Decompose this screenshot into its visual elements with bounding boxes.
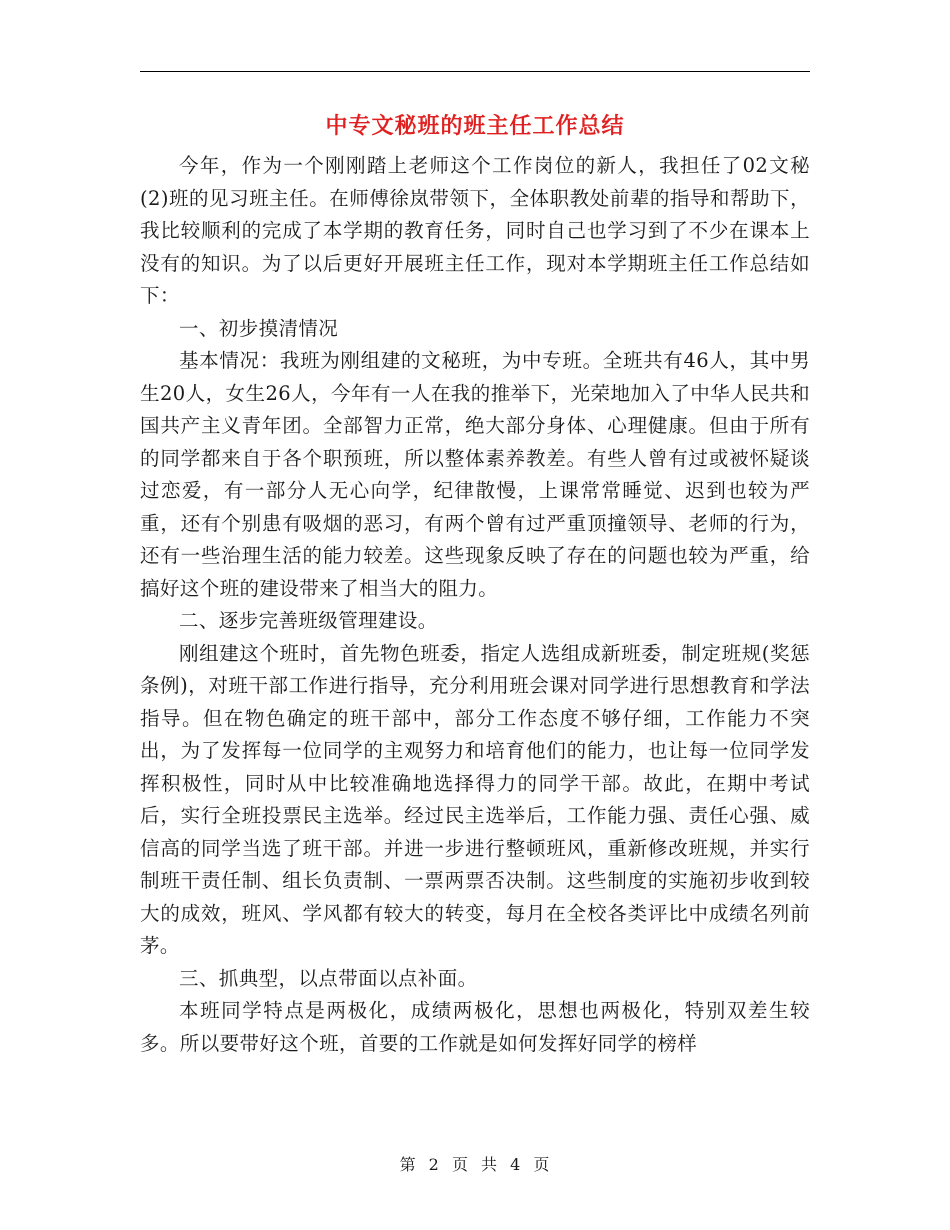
section-heading-1: 一、初步摸清情况 (179, 316, 339, 340)
paragraph-role-models: 本班同学特点是两极化，成绩两极化，思想也两极化，特别双差生较多。所以要带好这个班，首要的工作就是如何发挥好同学的榜样 (140, 999, 810, 1055)
section-heading-3: 三、抓典型，以点带面以点补面。 (179, 966, 478, 990)
page-number-footer: 第 2 页 共 4 页 (399, 1155, 551, 1174)
section-heading-2: 二、逐步完善班级管理建设。 (179, 609, 438, 632)
paragraph-class-management: 刚组建这个班时，首先物色班委，指定人选组成新班委，制定班规(奖惩条例)，对班干部工作进行指导，充分利用班会课对同学进行思想教育和学法指导。但在物色确定的班干部中，部分工作态度不够仔细，工作能力不突出，为了发挥每一位同学的主观努力和培育他们的能力，也让每一位同学发挥积极性，同时从中比较准确地选择得力的同学干部。故此，在期中考试后，实行全班投票民主选举。经过民主选举后，工作能力强、责任心强、威信高的同学当选了班干部。并进一步进行整顿班风，重新修改班规，并实行制班干责任制、组长负责制、一票两票否决制。这些制度的实施初步收到较大的成效，班风、学风都有较大的转变，每月在全校各类评比中成绩名列前茅。 (140, 641, 810, 957)
paragraph-basic-situation: 基本情况：我班为刚组建的文秘班，为中专班。全班共有46人，其中男生20人，女生26人，今年有一人在我的推举下，光荣地加入了中华人民共和国共产主义青年团。全部智力正常，绝大部分身体、心理健康。但由于所有的同学都来自于各个职预班，所以整体素养教差。有些人曾有过或被怀疑谈过恋爱，有一部分人无心向学，纪律散慢，上课常常睡觉、迟到也较为严重，还有个别患有吸烟的恶习，有两个曾有过严重顶撞领导、老师的行为，还有一些治理生活的能力较差。这些现象反映了存在的问题也较为严重，给搞好这个班的建设带来了相当大的阻力。 (140, 349, 810, 600)
document-title: 中专文秘班的班主任工作总结 (325, 113, 625, 139)
header-rule (140, 71, 810, 72)
paragraph-intro: 今年，作为一个刚刚踏上老师这个工作岗位的新人，我担任了02文秘(2)班的见习班主任。在师傅徐岚带领下，全体职教处前辈的指导和帮助下，我比较顺利的完成了本学期的教育任务，同时自己也学习到了不少在课本上没有的知识。为了以后更好开展班主任工作，现对本学期班主任工作总结如下： (140, 154, 810, 307)
document-body (140, 150, 810, 1060)
